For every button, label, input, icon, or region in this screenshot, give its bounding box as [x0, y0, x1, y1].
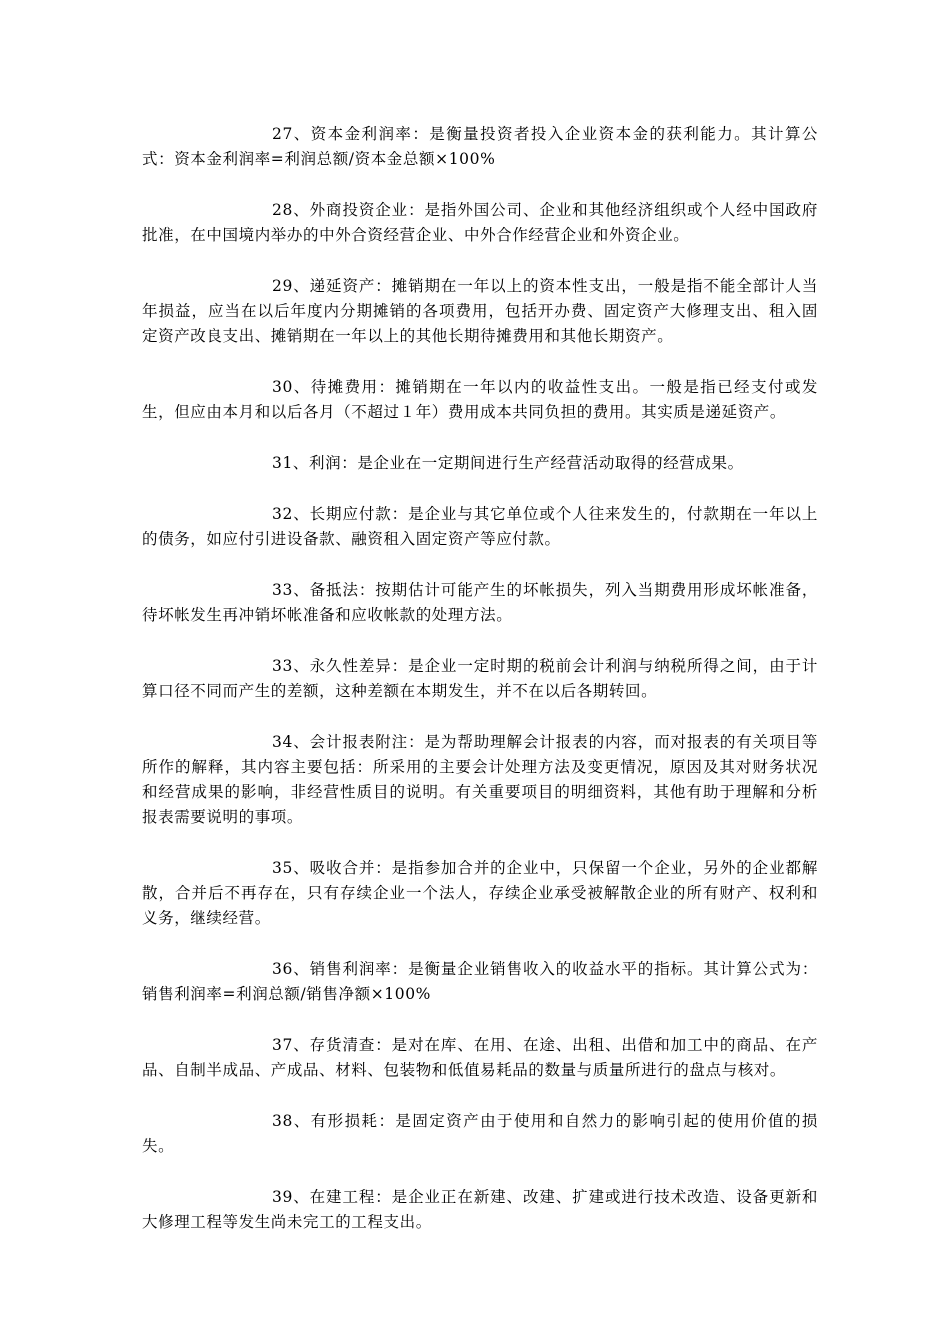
paragraph-37: 37、存货清查：是对在库、在用、在途、出租、出借和加工中的商品、在产品、自制半成品、产成品、材料、包装物和低值易耗品的数量与质量所进行的盘点与核对。 — [142, 1036, 818, 1079]
paragraph-30: 30、待摊费用：摊销期在一年以内的收益性支出。一般是指已经支付或发生，但应由本月和以后各月（不超过１年）费用成本共同负担的费用。其实质是递延资产。 — [142, 378, 818, 421]
paragraph-35: 35、吸收合并：是指参加合并的企业中，只保留一个企业，另外的企业都解散，合并后不再存在，只有存续企业一个法人，存续企业承受被解散企业的所有财产、权利和义务，继续经营。 — [142, 859, 818, 927]
paragraph-36: 36、销售利润率：是衡量企业销售收入的收益水平的指标。其计算公式为：销售利润率=利润总额/销售净额×100% — [142, 960, 818, 1003]
paragraph-31: 31、利润：是企业在一定期间进行生产经营活动取得的经营成果。 — [272, 454, 744, 472]
paragraph-33a: 33、备抵法：按期估计可能产生的坏帐损失，列入当期费用形成坏帐准备，待坏帐发生再冲销坏帐准备和应收帐款的处理方法。 — [142, 581, 818, 624]
paragraph-29: 29、递延资产：摊销期在一年以上的资本性支出，一般是指不能全部计人当年损益，应当在以后年度内分期摊销的各项费用，包括开办费、固定资产大修理支出、租入固定资产改良支出、摊销期在一年以上的其他长期待摊费用和其他长期资产。 — [142, 277, 818, 345]
paragraph-39: 39、在建工程：是企业正在新建、改建、扩建或进行技术改造、设备更新和大修理工程等发生尚未完工的工程支出。 — [142, 1188, 818, 1231]
paragraph-28: 28、外商投资企业：是指外国公司、企业和其他经济组织或个人经中国政府批准，在中国境内举办的中外合资经营企业、中外合作经营企业和外资企业。 — [142, 201, 818, 244]
document-body — [142, 122, 818, 1261]
paragraph-34: 34、会计报表附注：是为帮助理解会计报表的内容，而对报表的有关项目等所作的解释，其内容主要包括：所采用的主要会计处理方法及变更情况，原因及其对财务状况和经营成果的影响，非经营性质目的说明。有关重要项目的明细资料，其他有助于理解和分析报表需要说明的事项。 — [142, 733, 818, 826]
paragraph-33b: 33、永久性差异：是企业一定时期的税前会计利润与纳税所得之间，由于计算口径不同而产生的差额，这种差额在本期发生，并不在以后各期转回。 — [142, 657, 818, 700]
paragraph-32: 32、长期应付款：是企业与其它单位或个人往来发生的，付款期在一年以上的债务，如应付引进设备款、融资租入固定资产等应付款。 — [142, 505, 818, 548]
paragraph-27: 27、资本金利润率：是衡量投资者投入企业资本金的获利能力。其计算公式：资本金利润率=利润总额/资本金总额×100% — [142, 125, 818, 168]
paragraph-38: 38、有形损耗：是固定资产由于使用和自然力的影响引起的使用价值的损失。 — [142, 1112, 818, 1155]
